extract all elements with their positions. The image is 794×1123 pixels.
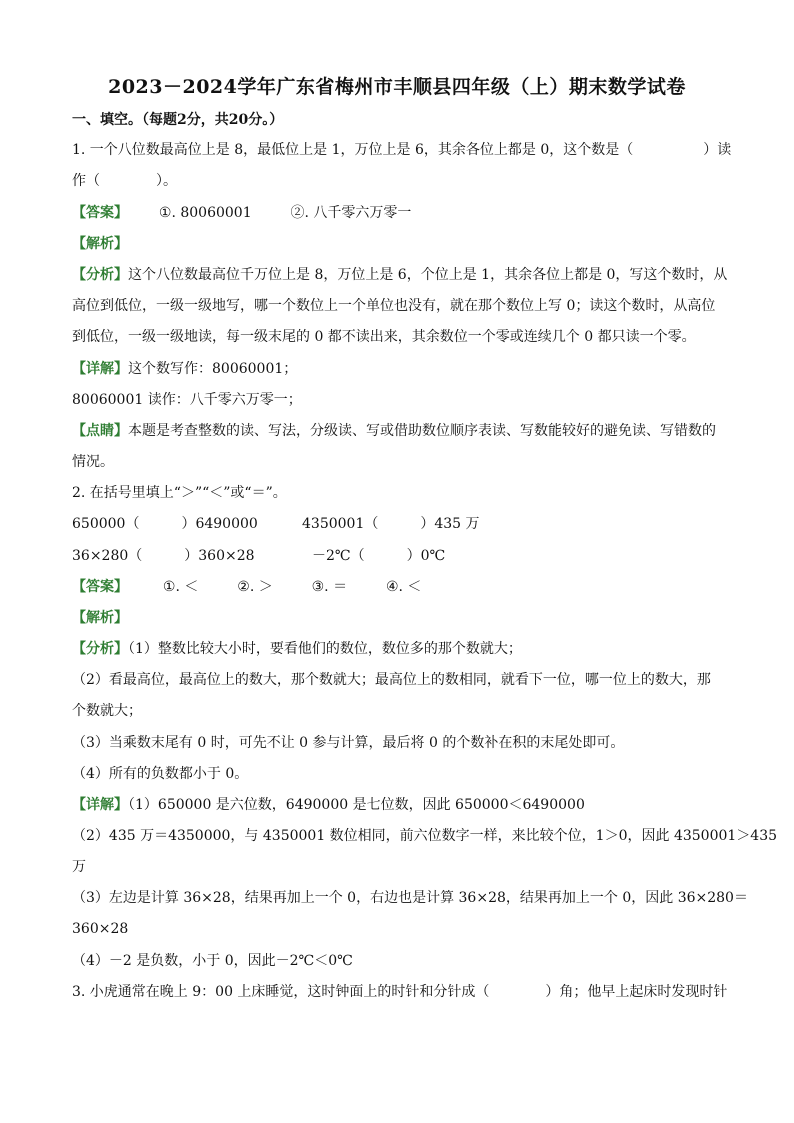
q2-answer-2: ②. ＞ (237, 579, 273, 595)
q1-answer-2: ②. 八千零六万零一 (290, 205, 412, 221)
q2-fenxi-2: （2）看最高位，最高位上的数大，那个数就大；最高位上的数相同，就看下一位，哪一位上的数大，那 (72, 672, 711, 688)
q1-jiexi-tag: 【解析】 (72, 236, 128, 252)
fenxi-tag: 【分析】 (72, 641, 128, 657)
q2-item-c: 36×280（ ）360×28 (72, 548, 255, 564)
q1-xiangjie-1 (72, 359, 297, 379)
q2-xiangjie-3: 万 (72, 859, 86, 875)
q2-fenxi-3: 个数就大； (72, 703, 142, 719)
q1-fenxi-3: 到低位，一级一级地读，每一级末尾的 0 都不读出来，其余数位一个零或连续几个 0 都只读一个零。 (72, 329, 696, 345)
fenxi-text: （1）整数比较大小时，要看他们的数位，数位多的那个数就大； (128, 641, 522, 657)
q2-xiangjie-2: （2）435 万＝4350000，与 4350001 数位相同，前六位数字一样，来比较个位，1＞0，因此 4350001＞435 (72, 828, 778, 844)
question-1-text: 1. 一个八位数最高位上是 8，最低位上是 1，万位上是 6，其余各位上都是 0，这个数是（ ）读 (72, 142, 732, 158)
q1-xiangjie-2: 80060001 读作：八千零六万零一； (72, 392, 302, 408)
q1-fenxi-1 (72, 265, 727, 285)
q2-item-b: 4350001（ ）435 万 (302, 516, 480, 532)
xiangjie-tag: 【详解】 (72, 361, 128, 377)
answer-tag: 【答案】 (72, 579, 128, 595)
dianjing-text: 本题是考查整数的读、写法，分级读、写或借助数位顺序表读、写数能较好的避免读、写错数的 (128, 423, 716, 439)
q2-fenxi-1 (72, 639, 522, 659)
xiangjie-text: 这个数写作：80060001； (128, 361, 298, 377)
q2-fenxi-5: （4）所有的负数都小于 0。 (72, 766, 249, 782)
xiangjie-text: （1）650000 是六位数，6490000 是七位数，因此 650000＜6490000 (128, 797, 585, 813)
dianjing-tag: 【点睛】 (72, 423, 128, 439)
q2-answer-row (72, 577, 421, 597)
fenxi-text: 这个八位数最高位千万位上是 8，万位上是 6，个位上是 1，其余各位上都是 0，写这个数时，从 (128, 267, 728, 283)
q2-answer-1: ①. ＜ (162, 579, 199, 595)
q2-answer-3: ③. ＝ (311, 579, 348, 595)
q1-fenxi-2: 高位到低位，一级一级地写，哪一个数位上一个单位也没有，就在那个数位上写 0；读这个数时，从高位 (72, 298, 716, 314)
q1-dianjing-2: 情况。 (72, 454, 114, 470)
q2-item-a: 650000（ ）6490000 (72, 516, 258, 532)
q2-answer-4: ④. ＜ (385, 579, 422, 595)
q1-dianjing-1 (72, 421, 716, 441)
section-heading: 一、填空。（每题2分，共20分。） (72, 112, 284, 128)
q2-jiexi-tag: 【解析】 (72, 610, 128, 626)
question-1-text-cont: 作（ ）。 (72, 173, 177, 189)
xiangjie-tag: 【详解】 (72, 797, 128, 813)
q2-xiangjie-4: （3）左边是计算 36×28，结果再加上一个 0，右边也是计算 36×28，结果再加上一个 0，因此 36×280＝ (72, 890, 748, 906)
q2-item-d: －2℃（ ）0℃ (312, 548, 446, 564)
question-2-text: 2. 在括号里填上“＞”“＜”或“＝”。 (72, 485, 287, 501)
q2-xiangjie-1 (72, 795, 585, 815)
answer-tag: 【答案】 (72, 205, 128, 221)
q1-answer-row (72, 203, 411, 223)
q2-xiangjie-6: （4）－2 是负数，小于 0，因此－2℃＜0℃ (72, 953, 353, 969)
q1-answer-1: ①. 80060001 (158, 205, 252, 221)
question-3-text: 3. 小虎通常在晚上 9：00 上床睡觉，这时钟面上的时针和分针成（ ）角；他早上起床时发现时针 (72, 984, 728, 1000)
q2-xiangjie-5: 360×28 (72, 921, 129, 937)
page-title: 2023－2024学年广东省梅州市丰顺县四年级（上）期末数学试卷 (108, 76, 686, 98)
fenxi-tag: 【分析】 (72, 267, 128, 283)
q2-fenxi-4: （3）当乘数末尾有 0 时，可先不让 0 参与计算，最后将 0 的个数补在积的末尾处即可。 (72, 735, 625, 751)
